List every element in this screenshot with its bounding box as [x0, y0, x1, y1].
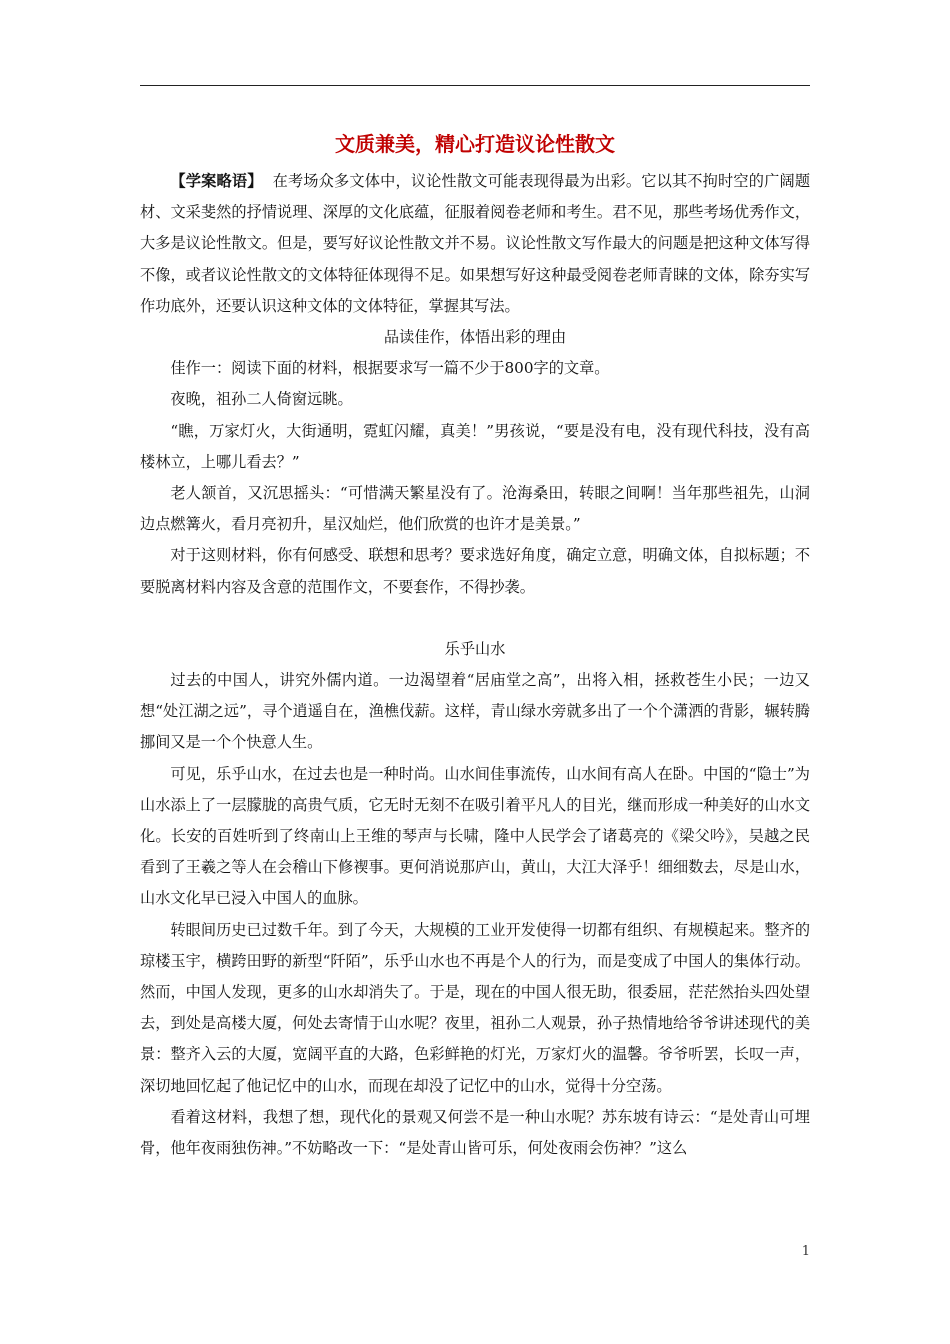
intro-text: 在考场众多文体中，议论性散文可能表现得最为出彩。它以其不拘时空的广阔题材、文采斐然的抒情说理、深厚的文化底蕴，征服着阅卷老师和考生。君不见，那些考场优秀作文，大多是议论性散文。但是，要写好议论性散文并不易。议论性散文写作最大的问题是把这种文体写得不像，或者议论性散文的文体特征体现得不足。如果想写好这种最受阅卷老师青睐的文体，除夯实写作功底外，还要认识这种文体的文体特征，掌握其写法。	[140, 172, 811, 315]
essay-title: 乐乎山水	[444, 639, 506, 658]
intro-paragraph	[140, 166, 810, 322]
essay-paragraph: 转眼间历史已过数千年。到了今天，大规模的工业开发使得一切都有组织、有规模起来。整齐的琼楼玉宇，横跨田野的新型“阡陌”，乐乎山水也不再是个人的行为，而是变成了中国人的集体行动。然而，中国人发现，更多的山水却消失了。于是，现在的中国人很无助，很委屈，茫茫然抬头四处望去，到处是高楼大厦，何处去寄情于山水呢？夜里，祖孙二人观景，孙子热情地给爷爷讲述现代的美景：整齐入云的大厦，宽阔平直的大路，色彩鲜艳的灯光，万家灯火的温馨。爷爷听罢，长叹一声，深切地回忆起了他记忆中的山水，而现在却没了记忆中的山水，觉得十分空荡。	[140, 920, 810, 1095]
document-title: 文质兼美，精心打造议论性散文	[335, 132, 615, 156]
material-paragraph: 老人颔首，又沉思摇头：“可惜满天繁星没有了。沧海桑田，转眼之间啊！当年那些祖先，山洞边点燃篝火，看月亮初升，星汉灿烂，他们欣赏的也许才是美景。”	[140, 484, 810, 534]
material-paragraph: 夜晚，祖孙二人倚窗远眺。	[170, 390, 353, 409]
page-number: 1	[801, 1244, 810, 1259]
document-body	[140, 128, 810, 1164]
header-rule	[140, 85, 810, 86]
blank-line	[140, 603, 810, 634]
material-paragraph: “瞧，万家灯火，大街通明，霓虹闪耀，真美！”男孩说，“要是没有电，没有现代科技，没有高楼林立，上哪儿看去？”	[140, 421, 810, 471]
section-heading: 品读佳作，体悟出彩的理由	[383, 328, 567, 347]
intro-label: 【学案略语】	[170, 172, 263, 190]
material-paragraph: 佳作一：阅读下面的材料，根据要求写一篇不少于800字的文章。	[170, 359, 610, 378]
essay-paragraph: 可见，乐乎山水，在过去也是一种时尚。山水间佳事流传，山水间有高人在卧。中国的“隐士”为山水添上了一层朦胧的高贵气质，它无时无刻不在吸引着平凡人的目光，继而形成一种美好的山水文化。长安的百姓听到了终南山上王维的琴声与长啸，隆中人民学会了诸葛亮的《梁父吟》，吴越之民看到了王羲之等人在会稽山下修褉事。更何消说那庐山，黄山，大江大泽乎！细细数去，尽是山水，山水文化早已浸入中国人的血脉。	[140, 764, 810, 908]
essay-paragraph: 看着这材料，我想了想，现代化的景观又何尝不是一种山水呢？苏东坡有诗云：“是处青山可埋骨，他年夜雨独伤神。”不妨略改一下：“是处青山皆可乐，何处夜雨会伤神？”这么	[140, 1107, 810, 1158]
essay-paragraph: 过去的中国人，讲究外儒内道。一边渴望着“居庙堂之高”，出将入相，拯救苍生小民；一边又想“处江湖之远”，寻个逍遥自在，渔樵伐薪。这样，青山绿水旁就多出了一个个潇洒的背影，辗转腾挪间又是一个个快意人生。	[140, 671, 810, 752]
material-paragraph: 对于这则材料，你有何感受、联想和思考？要求选好角度，确定立意，明确文体，自拟标题；不要脱离材料内容及含意的范围作文，不要套作，不得抄袭。	[140, 546, 810, 596]
